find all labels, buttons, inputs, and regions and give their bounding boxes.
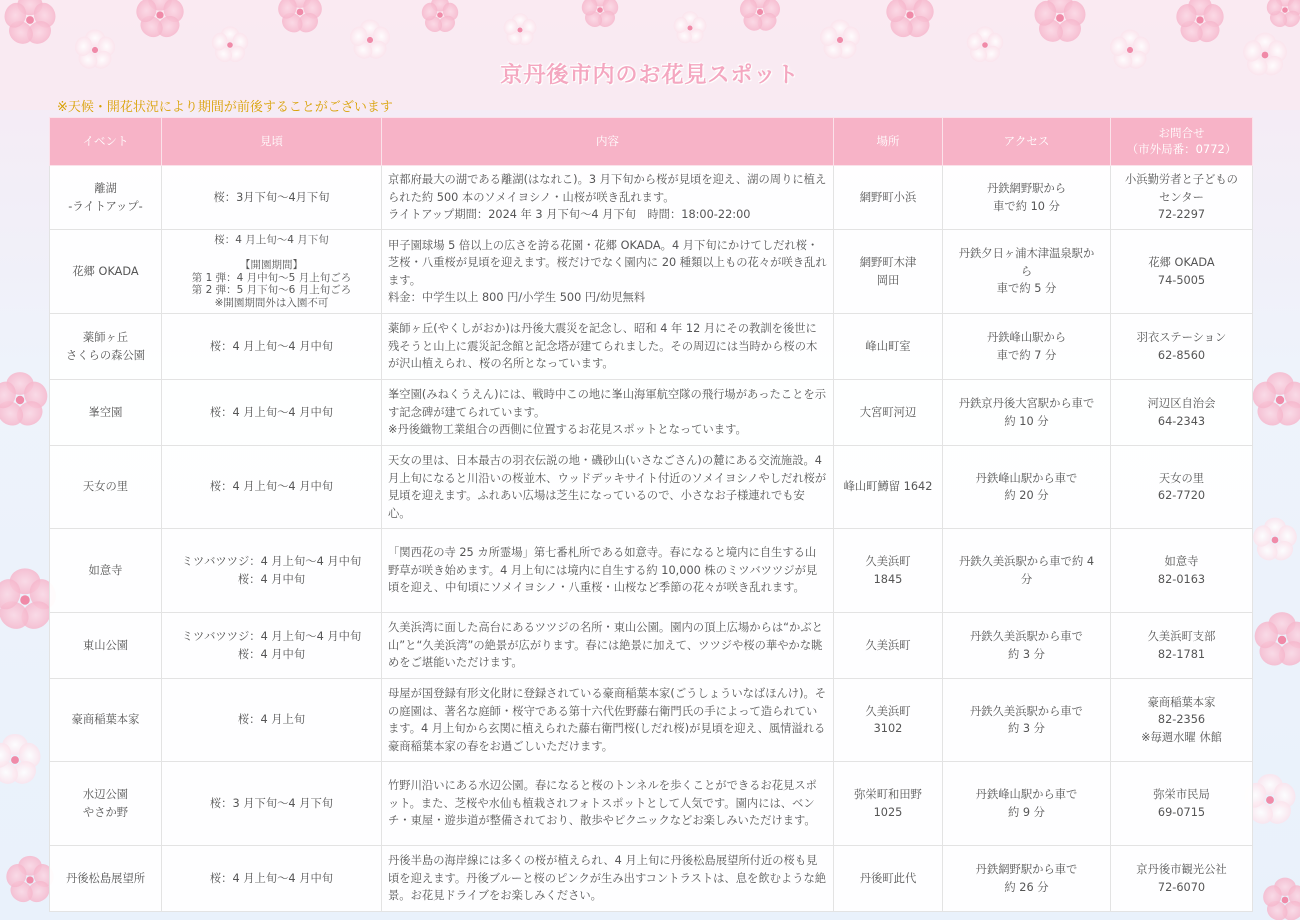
contact-cell: 河辺区自治会 64-2343 <box>1111 380 1253 446</box>
contact-cell: 豪商稲葉本家 82-2356 ※毎週水曜 休館 <box>1111 679 1253 762</box>
table-row <box>50 166 1253 230</box>
table-header-row <box>50 118 1253 166</box>
bloom-cell: 桜：3月下旬〜4月下旬 <box>162 166 382 230</box>
access-cell: 丹鉄峰山駅から車で 約 20 分 <box>943 446 1111 529</box>
content-cell: 天女の里は、日本最古の羽衣伝説の地・磯砂山(いさなごさん)の麓にある交流施設。4 月上旬になると川沿いの桜並木、ウッドデッキサイト付近のソメイヨシノやしだれ桜が見頃を迎えます。ふれあい広場は芝生になっているので、小さなお子様連れでも安心。 <box>382 446 834 529</box>
event-cell: 水辺公園 やさか野 <box>50 762 162 846</box>
access-cell: 丹鉄峰山駅から 車で約 7 分 <box>943 314 1111 380</box>
access-cell: 丹鉄久美浜駅から車で約 4 分 <box>943 529 1111 613</box>
hanami-spots-table <box>49 117 1253 912</box>
header-event: イベント <box>50 118 162 166</box>
contact-cell: 京丹後市観光公社 72-6070 <box>1111 846 1253 912</box>
place-cell: 丹後町此代 <box>834 846 943 912</box>
blossom-flower <box>1250 518 1299 565</box>
period-notice: ※天候・開花状況により期間が前後することがございます <box>57 100 393 115</box>
bloom-cell: 桜：4 月上旬〜4 月中旬 <box>162 380 382 446</box>
place-cell: 弥栄町和田野 1025 <box>834 762 943 846</box>
access-cell: 丹鉄網野駅から車で 約 26 分 <box>943 846 1111 912</box>
table-row <box>50 529 1253 613</box>
place-cell: 網野町小浜 <box>834 166 943 230</box>
content-cell: 薬師ヶ丘(やくしがおか)は丹後大震災を記念し、昭和 4 年 12 月にその教訓を後世に残そうと山上に震災記念館と記念塔が建てられました。その周辺には当時から桜の木が沢山植えられ、桜の名所となっています。 <box>382 314 834 380</box>
blossom-flower <box>1260 878 1300 920</box>
access-cell: 丹鉄網野駅から 車で約 10 分 <box>943 166 1111 230</box>
header-contact: お問合せ （市外局番：0772） <box>1111 118 1253 166</box>
table-row <box>50 380 1253 446</box>
content-cell: 甲子園球場 5 倍以上の広さを誇る花園・花郷 OKADA。4 月下旬にかけてしだれ桜・芝桜・八重桜が見頃を迎えます。桜だけでなく園内に 20 種類以上もの花々が咲き乱れます。 料金：中学生以上 800 円/小学生 500 円/幼児無料 <box>382 230 834 314</box>
content-cell: 母屋が国登録有形文化財に登録されている豪商稲葉本家(ごうしょういなばほんけ)。その庭園は、著名な庭師・桜守である第十六代佐野藤右衛門氏の手によって造られています。4 月上旬から玄関に植えられた藤右衛門桜(しだれ桜)が見頃を迎え、風情溢れる豪商稲葉本家の春をお過ごしいただけます。 <box>382 679 834 762</box>
bloom-cell: ミツバツツジ：4 月上旬〜4 月中旬 桜：4 月中旬 <box>162 613 382 679</box>
event-cell: 天女の里 <box>50 446 162 529</box>
contact-cell: 花郷 OKADA 74-5005 <box>1111 230 1253 314</box>
bloom-cell: 桜：4 月上旬〜4 月中旬 <box>162 846 382 912</box>
content-cell: 峯空園(みねくうえん)には、戦時中この地に峯山海軍航空隊の飛行場があったことを示す記念碑が建てられています。 ※丹後織物工業組合の西側に位置するお花見スポットとなっています。 <box>382 380 834 446</box>
place-cell: 久美浜町 1845 <box>834 529 943 613</box>
content-cell: 久美浜湾に面した高台にあるツツジの名所・東山公園。園内の頂上広場からは“かぶと山”と“久美浜湾”の絶景が広がります。春には絶景に加えて、ツツジや桜の華やかな眺めをご堪能いただけます。 <box>382 613 834 679</box>
place-cell: 峰山町室 <box>834 314 943 380</box>
event-cell: 花郷 OKADA <box>50 230 162 314</box>
access-cell: 丹鉄夕日ヶ浦木津温泉駅か ら 車で約 5 分 <box>943 230 1111 314</box>
event-cell: 丹後松島展望所 <box>50 846 162 912</box>
blossom-flower <box>1251 612 1300 670</box>
table-row <box>50 679 1253 762</box>
place-cell: 網野町木津 岡田 <box>834 230 943 314</box>
event-cell: 峯空園 <box>50 380 162 446</box>
place-cell: 久美浜町 3102 <box>834 679 943 762</box>
header-place: 場所 <box>834 118 943 166</box>
contact-cell: 弥栄市民局 69-0715 <box>1111 762 1253 846</box>
table-row <box>50 314 1253 380</box>
header-bloom: 見頃 <box>162 118 382 166</box>
place-cell: 大宮町河辺 <box>834 380 943 446</box>
table-row <box>50 613 1253 679</box>
place-cell: 峰山町鱒留 1642 <box>834 446 943 529</box>
table-row <box>50 762 1253 846</box>
bloom-cell: 桜：4 月上旬〜4 月中旬 <box>162 446 382 529</box>
event-cell: 薬師ヶ丘 さくらの森公園 <box>50 314 162 380</box>
bloom-cell: 桜：4 月上旬〜4 月中旬 <box>162 314 382 380</box>
event-cell: 如意寺 <box>50 529 162 613</box>
blossom-flower <box>0 734 44 789</box>
access-cell: 丹鉄久美浜駅から車で 約 3 分 <box>943 679 1111 762</box>
table-row <box>50 846 1253 912</box>
table-row <box>50 230 1253 314</box>
bloom-cell: 桜：4 月上旬 <box>162 679 382 762</box>
place-cell: 久美浜町 <box>834 613 943 679</box>
bloom-cell: 桜：3 月下旬〜4 月下旬 <box>162 762 382 846</box>
content-cell: 「関西花の寺 25 カ所霊場」第七番札所である如意寺。春になると境内に自生する山野草が咲き始めます。4 月上旬には境内に自生する約 10,000 株のミツバツツジが見頃を迎え、中旬頃にソメイヨシノ・八重桜・山桜など季節の花々が咲き乱れます。 <box>382 529 834 613</box>
header-content: 内容 <box>382 118 834 166</box>
content-cell: 竹野川沿いにある水辺公園。春になると桜のトンネルを歩くことができるお花見スポット。また、芝桜や水仙も植栽されフォトスポットとして人気です。園内には、ベンチ・東屋・遊歩道が整備されており、散歩やピクニックなどお楽しみいただけます。 <box>382 762 834 846</box>
access-cell: 丹鉄久美浜駅から車で 約 3 分 <box>943 613 1111 679</box>
bloom-cell: 桜：4 月上旬〜4 月下旬 【開園期間】 第 1 弾：4 月中旬〜5 月上旬ごろ 第 2 弾：5 月下旬〜6 月上旬ごろ ※開園期間外は入園不可 <box>162 230 382 314</box>
event-cell: 東山公園 <box>50 613 162 679</box>
blossom-flower <box>1249 372 1300 430</box>
access-cell: 丹鉄峰山駅から車で 約 9 分 <box>943 762 1111 846</box>
contact-cell: 羽衣ステーション 62-8560 <box>1111 314 1253 380</box>
contact-cell: 小浜勤労者と子どもの センター 72-2297 <box>1111 166 1253 230</box>
event-cell: 離湖 -ライトアップ- <box>50 166 162 230</box>
content-cell: 丹後半島の海岸線には多くの桜が植えられ、4 月上旬に丹後松島展望所付近の桜も見頃を迎えます。丹後ブルーと桜のピンクが生み出すコントラストは、息を飲むような絶景。お花見ドライブをお楽しみください。 <box>382 846 834 912</box>
contact-cell: 久美浜町支部 82-1781 <box>1111 613 1253 679</box>
event-cell: 豪商稲葉本家 <box>50 679 162 762</box>
header-access: アクセス <box>943 118 1111 166</box>
table-row <box>50 446 1253 529</box>
bloom-cell: ミツバツツジ：4 月上旬〜4 月中旬 桜：4 月中旬 <box>162 529 382 613</box>
access-cell: 丹鉄京丹後大宮駅から車で 約 10 分 <box>943 380 1111 446</box>
blossom-flower <box>0 372 51 430</box>
contact-cell: 如意寺 82-0163 <box>1111 529 1253 613</box>
content-cell: 京都府最大の湖である離湖(はなれこ)。3 月下旬から桜が見頃を迎え、湖の周りに植えられた約 500 本のソメイヨシノ・山桜が咲き乱れます。 ライトアップ期間：2024 年 3 月下旬〜4 月下旬 時間：18:00-22:00 <box>382 166 834 230</box>
contact-cell: 天女の里 62-7720 <box>1111 446 1253 529</box>
page-title: 京丹後市内のお花見スポット <box>500 63 800 88</box>
